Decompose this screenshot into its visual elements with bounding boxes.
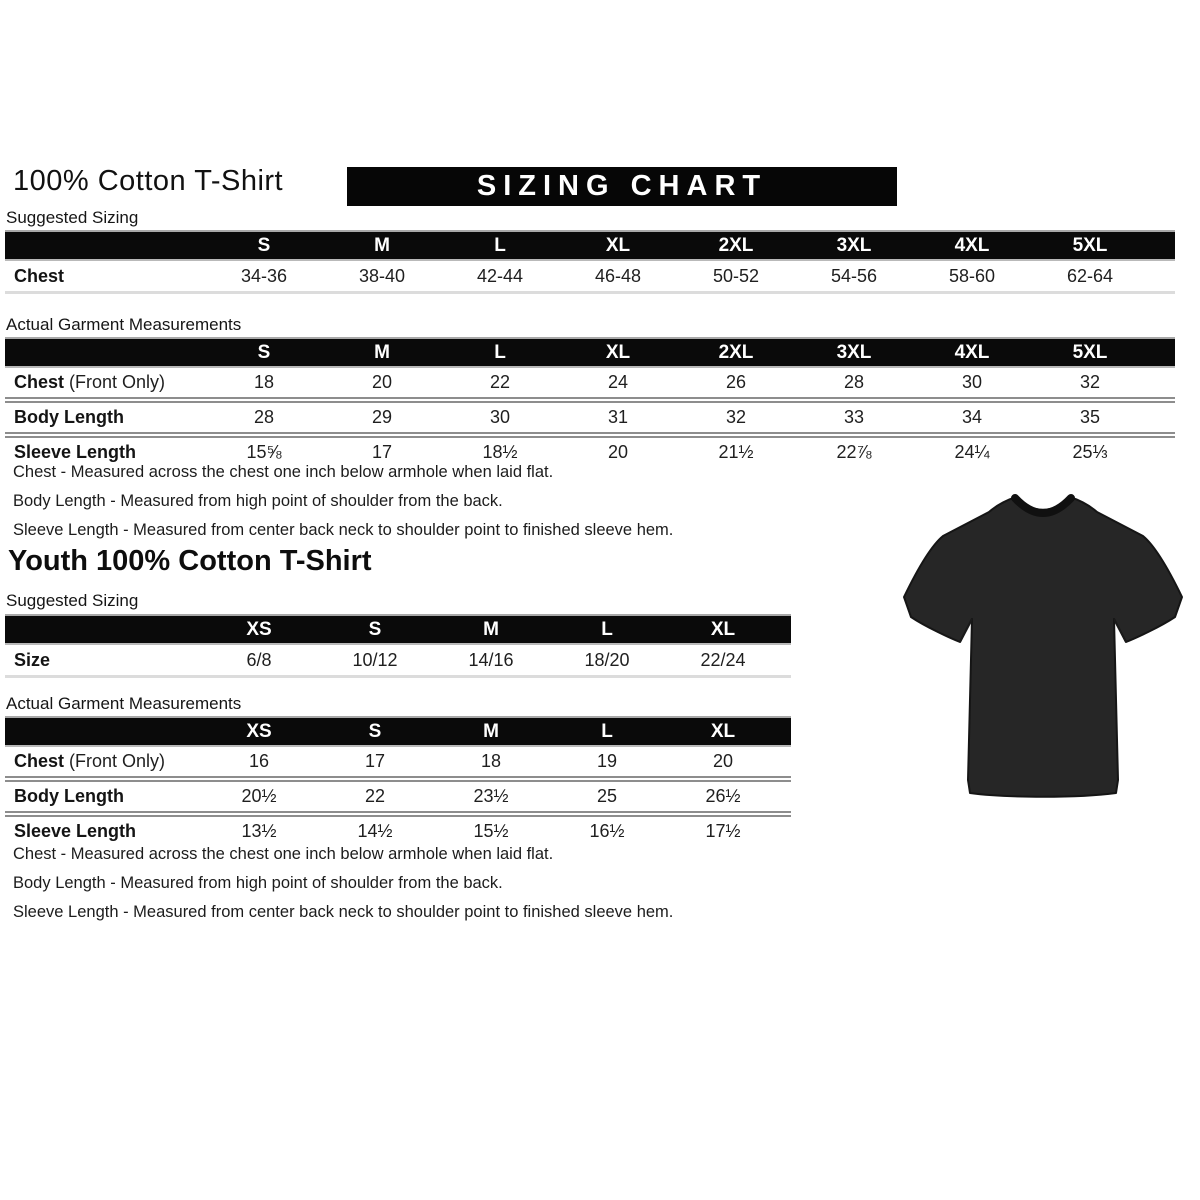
size-cell: 50-52 xyxy=(677,260,795,293)
adult-measurement-notes xyxy=(13,458,673,545)
table-row-body-length xyxy=(5,400,1175,435)
note-body-length: Body Length - Measured from high point of shoulder from the back. xyxy=(13,492,503,510)
size-cell: 58-60 xyxy=(913,260,1031,293)
table-row-body-length xyxy=(5,779,791,814)
size-cell: 18/20 xyxy=(549,644,665,677)
size-cell: 32 xyxy=(677,400,795,435)
table-row-chest xyxy=(5,367,1175,400)
size-cell: 34 xyxy=(913,400,1031,435)
size-cell: 14/16 xyxy=(433,644,549,677)
page-title: 100% Cotton T-Shirt xyxy=(13,165,284,197)
note-sleeve-length: Sleeve Length - Measured from center back neck to shoulder point to finished sleeve hem. xyxy=(13,521,674,539)
youth-actual-measurements-table xyxy=(5,716,791,846)
header-pad xyxy=(781,717,791,746)
size-cell: 26 xyxy=(677,367,795,400)
tshirt-icon xyxy=(893,486,1193,808)
row-label-text: Chest xyxy=(14,751,65,771)
size-cell: 18 xyxy=(433,746,549,779)
col-header-xl: XL xyxy=(559,338,677,367)
size-cell: 34-36 xyxy=(205,260,323,293)
note-chest: Chest - Measured across the chest one inch below armhole when laid flat. xyxy=(13,463,554,481)
col-header-5xl: 5XL xyxy=(1031,338,1149,367)
row-label-suffix: (Front Only) xyxy=(64,751,166,771)
size-cell: 31 xyxy=(559,400,677,435)
row-pad xyxy=(1149,435,1175,467)
header-pad xyxy=(1149,231,1175,260)
row-label-suffix: (Front Only) xyxy=(64,372,166,392)
size-cell: 17 xyxy=(317,746,433,779)
size-cell: 29 xyxy=(323,400,441,435)
size-cell: 54-56 xyxy=(795,260,913,293)
size-cell: 17 xyxy=(323,435,441,467)
note-chest: Chest - Measured across the chest one inch below armhole when laid flat. xyxy=(13,845,554,863)
size-cell: 33 xyxy=(795,400,913,435)
table-header-row xyxy=(5,338,1175,367)
col-header-s: S xyxy=(205,231,323,260)
corner-cell xyxy=(5,717,201,746)
size-cell: 16½ xyxy=(549,814,665,846)
col-header-l: L xyxy=(441,231,559,260)
size-cell: 30 xyxy=(913,367,1031,400)
row-label-text: Sleeve Length xyxy=(14,442,137,462)
row-label xyxy=(5,260,205,293)
col-header-m: M xyxy=(433,615,549,644)
size-cell: 38-40 xyxy=(323,260,441,293)
note-sleeve-length: Sleeve Length - Measured from center back neck to shoulder point to finished sleeve hem. xyxy=(13,903,674,921)
col-header-xl: XL xyxy=(559,231,677,260)
col-header-2xl: 2XL xyxy=(677,231,795,260)
size-cell: 20 xyxy=(559,435,677,467)
row-label xyxy=(5,400,205,435)
col-header-3xl: 3XL xyxy=(795,338,913,367)
row-pad xyxy=(781,746,791,779)
header-pad xyxy=(781,615,791,644)
row-label xyxy=(5,746,201,779)
size-cell: 17½ xyxy=(665,814,781,846)
col-header-5xl: 5XL xyxy=(1031,231,1149,260)
sizing-chart-banner xyxy=(347,167,897,206)
row-pad xyxy=(1149,367,1175,400)
size-cell: 28 xyxy=(205,400,323,435)
header-pad xyxy=(1149,338,1175,367)
size-cell: 18 xyxy=(205,367,323,400)
sizing-chart-banner-label: SIZING CHART xyxy=(476,170,768,202)
youth-section-title: Youth 100% Cotton T-Shirt xyxy=(8,545,372,577)
row-label xyxy=(5,644,201,677)
size-cell: 18½ xyxy=(441,435,559,467)
size-cell: 32 xyxy=(1031,367,1149,400)
size-cell: 22 xyxy=(441,367,559,400)
row-label xyxy=(5,779,201,814)
size-cell: 15⅝ xyxy=(205,435,323,467)
note-body-length: Body Length - Measured from high point of shoulder from the back. xyxy=(13,874,503,892)
row-label xyxy=(5,367,205,400)
col-header-l: L xyxy=(441,338,559,367)
row-pad xyxy=(781,814,791,846)
size-cell: 6/8 xyxy=(201,644,317,677)
size-cell: 42-44 xyxy=(441,260,559,293)
size-cell: 25⅓ xyxy=(1031,435,1149,467)
size-cell: 22⅞ xyxy=(795,435,913,467)
size-cell: 46-48 xyxy=(559,260,677,293)
adult-actual-measurements-label: Actual Garment Measurements xyxy=(6,315,242,334)
size-cell: 28 xyxy=(795,367,913,400)
table-row-chest xyxy=(5,260,1175,293)
col-header-s: S xyxy=(317,615,433,644)
youth-suggested-sizing-table xyxy=(5,614,791,678)
row-pad xyxy=(1149,400,1175,435)
size-cell: 20½ xyxy=(201,779,317,814)
size-cell: 25 xyxy=(549,779,665,814)
size-cell: 24 xyxy=(559,367,677,400)
row-label-text: Size xyxy=(14,649,51,670)
tshirt-image xyxy=(893,486,1193,808)
row-label-text: Body Length xyxy=(14,786,124,806)
table-header-row xyxy=(5,717,791,746)
col-header-xl: XL xyxy=(665,717,781,746)
corner-cell xyxy=(5,338,205,367)
size-cell: 15½ xyxy=(433,814,549,846)
size-cell: 20 xyxy=(323,367,441,400)
col-header-4xl: 4XL xyxy=(913,231,1031,260)
size-cell: 24¼ xyxy=(913,435,1031,467)
col-header-3xl: 3XL xyxy=(795,231,913,260)
table-row-chest xyxy=(5,746,791,779)
col-header-m: M xyxy=(323,231,441,260)
size-cell: 21½ xyxy=(677,435,795,467)
size-cell: 10/12 xyxy=(317,644,433,677)
corner-cell xyxy=(5,615,201,644)
size-cell: 23½ xyxy=(433,779,549,814)
size-cell: 13½ xyxy=(201,814,317,846)
corner-cell xyxy=(5,231,205,260)
row-pad xyxy=(781,644,791,677)
youth-suggested-sizing-label: Suggested Sizing xyxy=(6,591,139,610)
size-cell: 35 xyxy=(1031,400,1149,435)
size-cell: 26½ xyxy=(665,779,781,814)
size-cell: 14½ xyxy=(317,814,433,846)
youth-measurement-notes xyxy=(13,840,673,927)
size-cell: 22 xyxy=(317,779,433,814)
col-header-s: S xyxy=(205,338,323,367)
adult-suggested-sizing-label: Suggested Sizing xyxy=(6,208,139,227)
col-header-l: L xyxy=(549,615,665,644)
row-label-text: Body Length xyxy=(14,407,124,427)
table-row-size xyxy=(5,644,791,677)
col-header-xs: XS xyxy=(201,615,317,644)
size-cell: 62-64 xyxy=(1031,260,1149,293)
row-pad xyxy=(781,779,791,814)
size-cell: 16 xyxy=(201,746,317,779)
col-header-4xl: 4XL xyxy=(913,338,1031,367)
adult-actual-measurements-table xyxy=(5,337,1175,467)
row-label-text: Sleeve Length xyxy=(14,821,137,841)
col-header-l: L xyxy=(549,717,665,746)
table-header-row xyxy=(5,231,1175,260)
row-label-text: Chest xyxy=(14,372,65,392)
col-header-xl: XL xyxy=(665,615,781,644)
col-header-m: M xyxy=(433,717,549,746)
col-header-2xl: 2XL xyxy=(677,338,795,367)
col-header-m: M xyxy=(323,338,441,367)
size-cell: 19 xyxy=(549,746,665,779)
table-header-row xyxy=(5,615,791,644)
size-cell: 30 xyxy=(441,400,559,435)
col-header-xs: XS xyxy=(201,717,317,746)
youth-actual-measurements-label: Actual Garment Measurements xyxy=(6,694,242,713)
row-label-text: Chest xyxy=(14,265,65,286)
row-pad xyxy=(1149,260,1175,293)
size-cell: 20 xyxy=(665,746,781,779)
col-header-s: S xyxy=(317,717,433,746)
size-cell: 22/24 xyxy=(665,644,781,677)
adult-suggested-sizing-table xyxy=(5,230,1175,294)
